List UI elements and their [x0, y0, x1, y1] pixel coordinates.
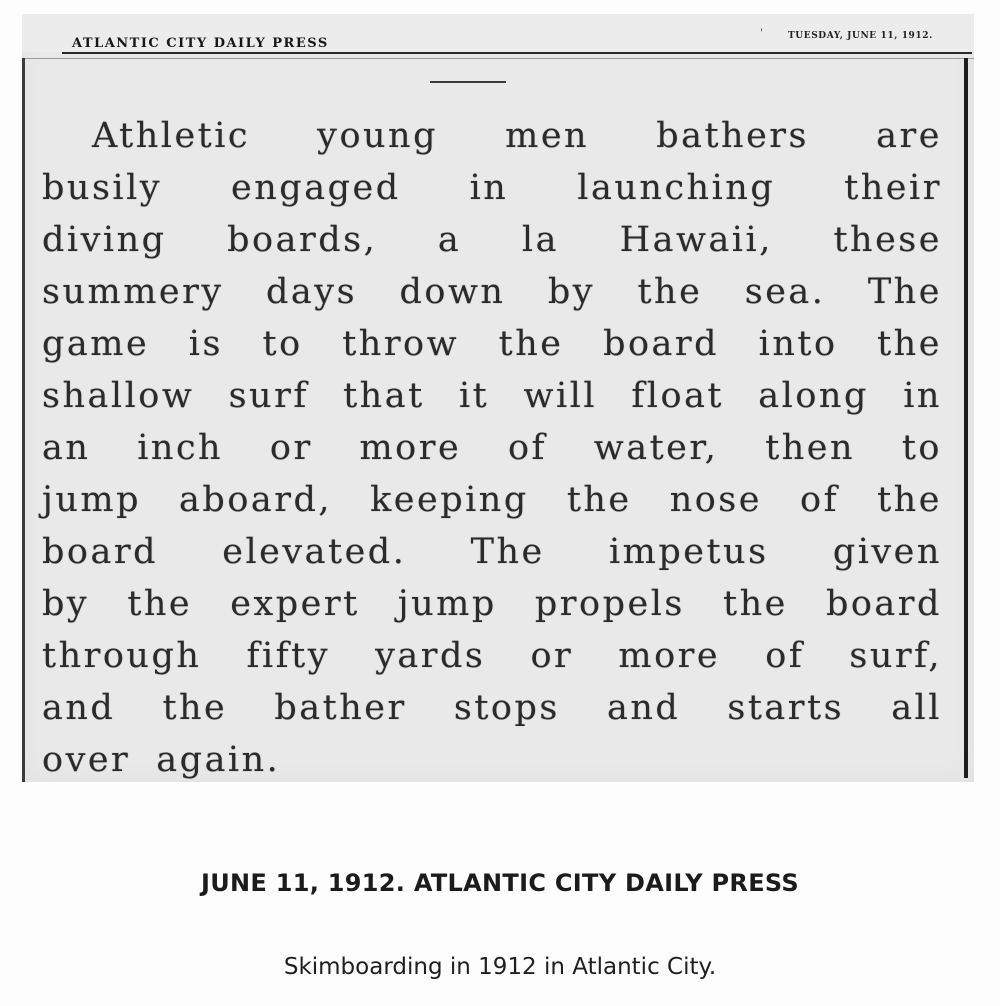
article-line	[42, 110, 942, 162]
left-column-rule	[22, 58, 25, 782]
article-word: these	[833, 220, 942, 260]
article-word: by	[42, 584, 90, 624]
masthead-tick-mark: '	[760, 28, 763, 39]
masthead	[22, 14, 974, 52]
article-word: aboard,	[179, 480, 333, 520]
article-body	[42, 110, 942, 786]
article-word: expert	[230, 584, 360, 624]
article-word: elevated.	[222, 532, 407, 572]
article-word: The	[867, 272, 942, 312]
caption-subtitle: Skimboarding in 1912 in Atlantic City.	[283, 954, 717, 980]
article-word: through	[42, 636, 202, 676]
article-word: jump	[42, 480, 141, 520]
article-word: keeping	[370, 480, 529, 520]
article-line	[42, 422, 942, 474]
article-word: down	[399, 272, 506, 312]
article-line	[42, 370, 942, 422]
masthead-thin-rule	[22, 58, 974, 59]
article-word: bather	[274, 688, 407, 728]
article-word: again.	[156, 740, 281, 780]
article-word: the	[877, 324, 942, 364]
article-word: the	[162, 688, 228, 728]
article-word: all	[891, 688, 942, 728]
article-word: boards,	[227, 220, 378, 260]
article-word: an	[42, 428, 91, 468]
article-word: sea.	[744, 272, 826, 312]
article-line	[42, 630, 942, 682]
article-word: Hawaii,	[619, 220, 773, 260]
article-word: then	[765, 428, 856, 468]
article-word: the	[127, 584, 193, 624]
newspaper-clipping	[22, 14, 974, 782]
article-word: by	[547, 272, 596, 312]
article-word: la	[521, 220, 559, 260]
article-word: board	[825, 584, 942, 624]
article-word: bathers	[656, 116, 810, 156]
article-word: shallow	[42, 376, 195, 416]
article-word: board	[603, 324, 720, 364]
article-line	[42, 318, 942, 370]
article-word: surf,	[849, 636, 942, 676]
article-word: the	[723, 584, 788, 624]
article-word: to	[901, 428, 942, 468]
article-word: fifty	[246, 636, 330, 676]
article-line	[42, 214, 942, 266]
article-word: impetus	[608, 532, 769, 572]
article-word: a	[437, 220, 462, 260]
article-word: days	[266, 272, 358, 312]
article-separator-dash	[430, 81, 506, 83]
article-word: will	[523, 376, 598, 416]
article-line	[42, 578, 942, 630]
article-word: inch	[137, 428, 224, 468]
article-line	[42, 474, 942, 526]
article-word: and	[42, 688, 116, 728]
article-word: float	[631, 376, 724, 416]
article-word: more	[359, 428, 462, 468]
article-word: to	[262, 324, 303, 364]
article-word: diving	[42, 220, 167, 260]
article-word: board	[42, 532, 158, 572]
article-word: of	[765, 636, 805, 676]
article-word: stops	[453, 688, 560, 728]
newspaper-name: ATLANTIC CITY DAILY PRESS	[72, 36, 329, 51]
article-word: propels	[534, 584, 685, 624]
article-word: the	[566, 480, 632, 520]
article-word: busily	[42, 168, 163, 208]
article-word: of	[800, 480, 840, 520]
issue-date: TUESDAY, JUNE 11, 1912.	[788, 31, 933, 41]
article-line	[42, 734, 942, 786]
right-column-rule	[964, 58, 968, 778]
article-word: in	[903, 376, 942, 416]
article-word: throw	[342, 324, 460, 364]
article-word: Athletic	[92, 116, 251, 156]
article-word: launching	[577, 168, 776, 208]
article-line	[42, 162, 942, 214]
article-word: of	[507, 428, 547, 468]
article-word: game	[42, 324, 150, 364]
article-word: along	[758, 376, 869, 416]
article-word: that	[343, 376, 425, 416]
article-word: given	[832, 532, 942, 572]
article-word: into	[758, 324, 838, 364]
article-line	[42, 266, 942, 318]
article-word: young	[317, 116, 439, 156]
article-word: engaged	[231, 168, 401, 208]
article-line	[42, 682, 942, 734]
article-word: jump	[397, 584, 497, 624]
article-word: and	[606, 688, 681, 728]
article-line	[42, 526, 942, 578]
article-word: the	[877, 480, 942, 520]
masthead-rule	[62, 52, 972, 54]
article-word: surf	[228, 376, 309, 416]
article-word: or	[269, 428, 313, 468]
article-word: men	[505, 116, 590, 156]
article-word: yards	[375, 636, 486, 676]
article-word: is	[188, 324, 223, 364]
article-word: their	[844, 168, 942, 208]
article-word: water,	[593, 428, 719, 468]
article-word: it	[458, 376, 490, 416]
article-word: are	[876, 116, 942, 156]
article-word: or	[530, 636, 574, 676]
article-word: starts	[727, 688, 845, 728]
article-word: the	[498, 324, 564, 364]
article-word: summery	[42, 272, 224, 312]
article-word: over	[42, 740, 131, 780]
article-word: in	[469, 168, 509, 208]
article-word: more	[618, 636, 721, 676]
article-word: the	[637, 272, 703, 312]
caption-title: JUNE 11, 1912. ATLANTIC CITY DAILY PRESS	[200, 869, 800, 897]
article-word: The	[470, 532, 545, 572]
article-word: nose	[669, 480, 762, 520]
